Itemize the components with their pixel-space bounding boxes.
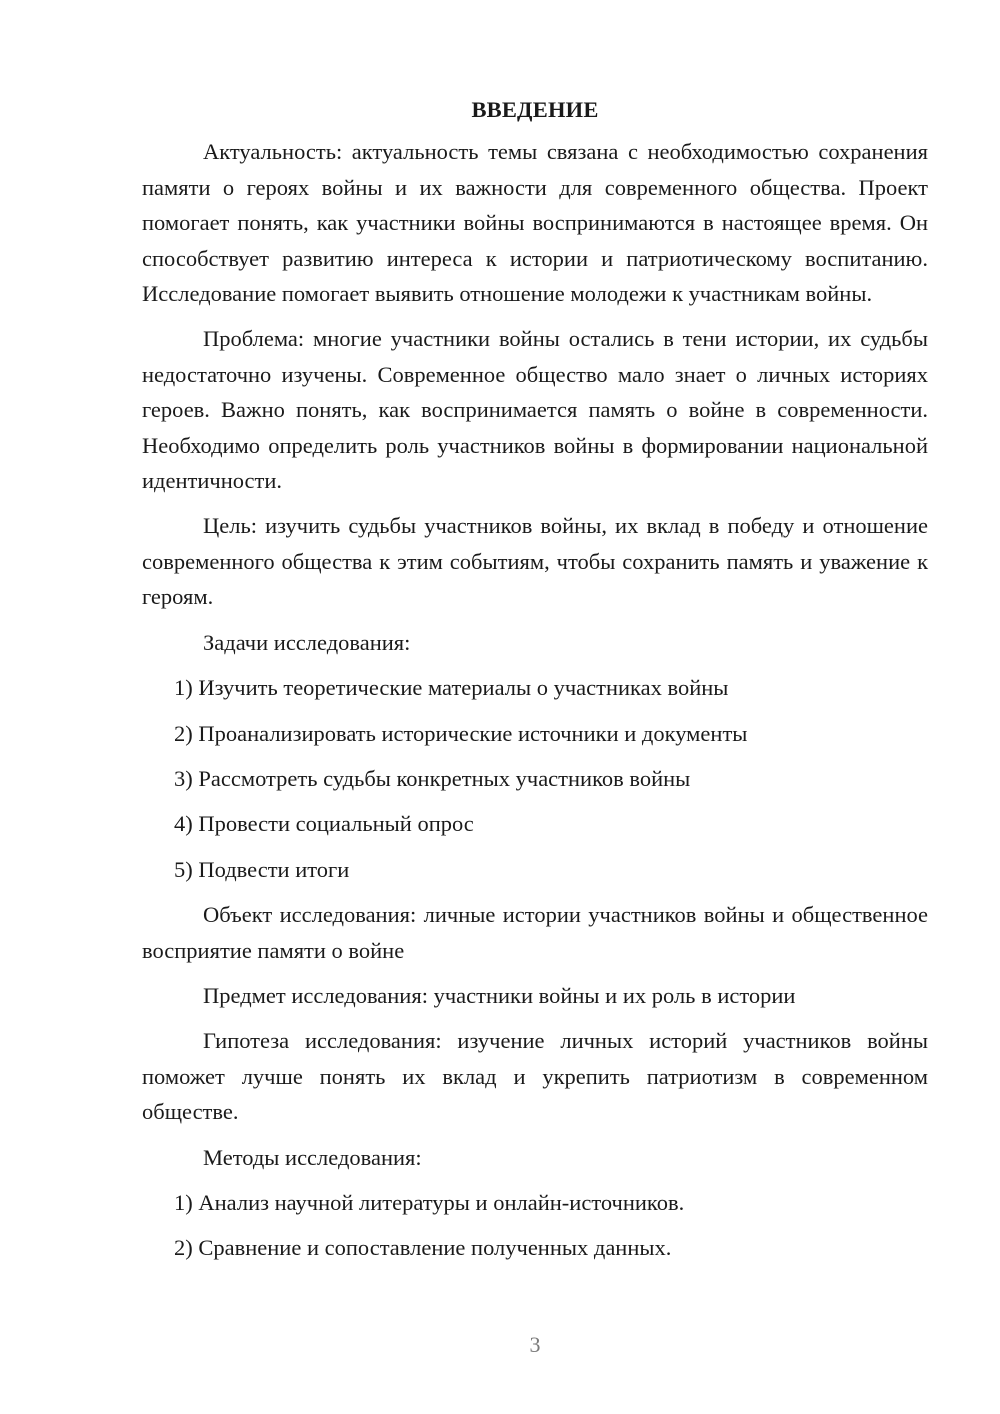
subject-paragraph: Предмет исследования: участники войны и их роль в истории xyxy=(203,982,796,1008)
tasks-list xyxy=(142,670,928,887)
task-item: 1) Изучить теоретические материалы о участниках войны xyxy=(174,675,729,701)
goal-paragraph: Цель: изучить судьбы участников войны, их вклад в победу и отношение современного общества к этим событиям, чтобы сохранить память и уважение к героям. xyxy=(142,513,928,610)
hypothesis-paragraph: Гипотеза исследования: изучение личных историй участников войны поможет лучше понять их вклад и укрепить патриотизм в современном обществе. xyxy=(142,1028,928,1125)
method-item: 2) Сравнение и сопоставление полученных данных. xyxy=(174,1235,672,1261)
task-item: 2) Проанализировать исторические источники и документы xyxy=(174,720,748,746)
task-item: 3) Рассмотреть судьбы конкретных участников войны xyxy=(174,765,691,791)
page-content xyxy=(142,92,928,1276)
relevance-paragraph: Актуальность: актуальность темы связана с необходимостью сохранения памяти о героях войны и их важности для современного общества. Проект помогает понять, как участники войны воспринимаются в настоящее время. Он способствует развитию интереса к истории и патриотическому воспитанию. Исследование помогает выявить отношение молодежи к участникам войны. xyxy=(142,139,928,307)
methods-list xyxy=(142,1185,928,1266)
page-title: ВВЕДЕНИЕ xyxy=(471,97,599,122)
page-number: 3 xyxy=(529,1332,541,1357)
methods-heading: Методы исследования: xyxy=(203,1144,422,1170)
task-item: 4) Провести социальный опрос xyxy=(174,811,474,837)
tasks-heading: Задачи исследования: xyxy=(203,629,411,655)
problem-paragraph: Проблема: многие участники войны остались в тени истории, их судьбы недостаточно изучены. Современное общество мало знает о личных историях героев. Важно понять, как воспринимается память о войне в современности. Необходимо определить роль участников войны в формировании национальной идентичности. xyxy=(142,326,928,494)
object-paragraph: Объект исследования: личные истории участников войны и общественное восприятие памяти о войне xyxy=(142,902,928,963)
method-item: 1) Анализ научной литературы и онлайн-источников. xyxy=(174,1189,685,1215)
task-item: 5) Подвести итоги xyxy=(174,856,350,882)
